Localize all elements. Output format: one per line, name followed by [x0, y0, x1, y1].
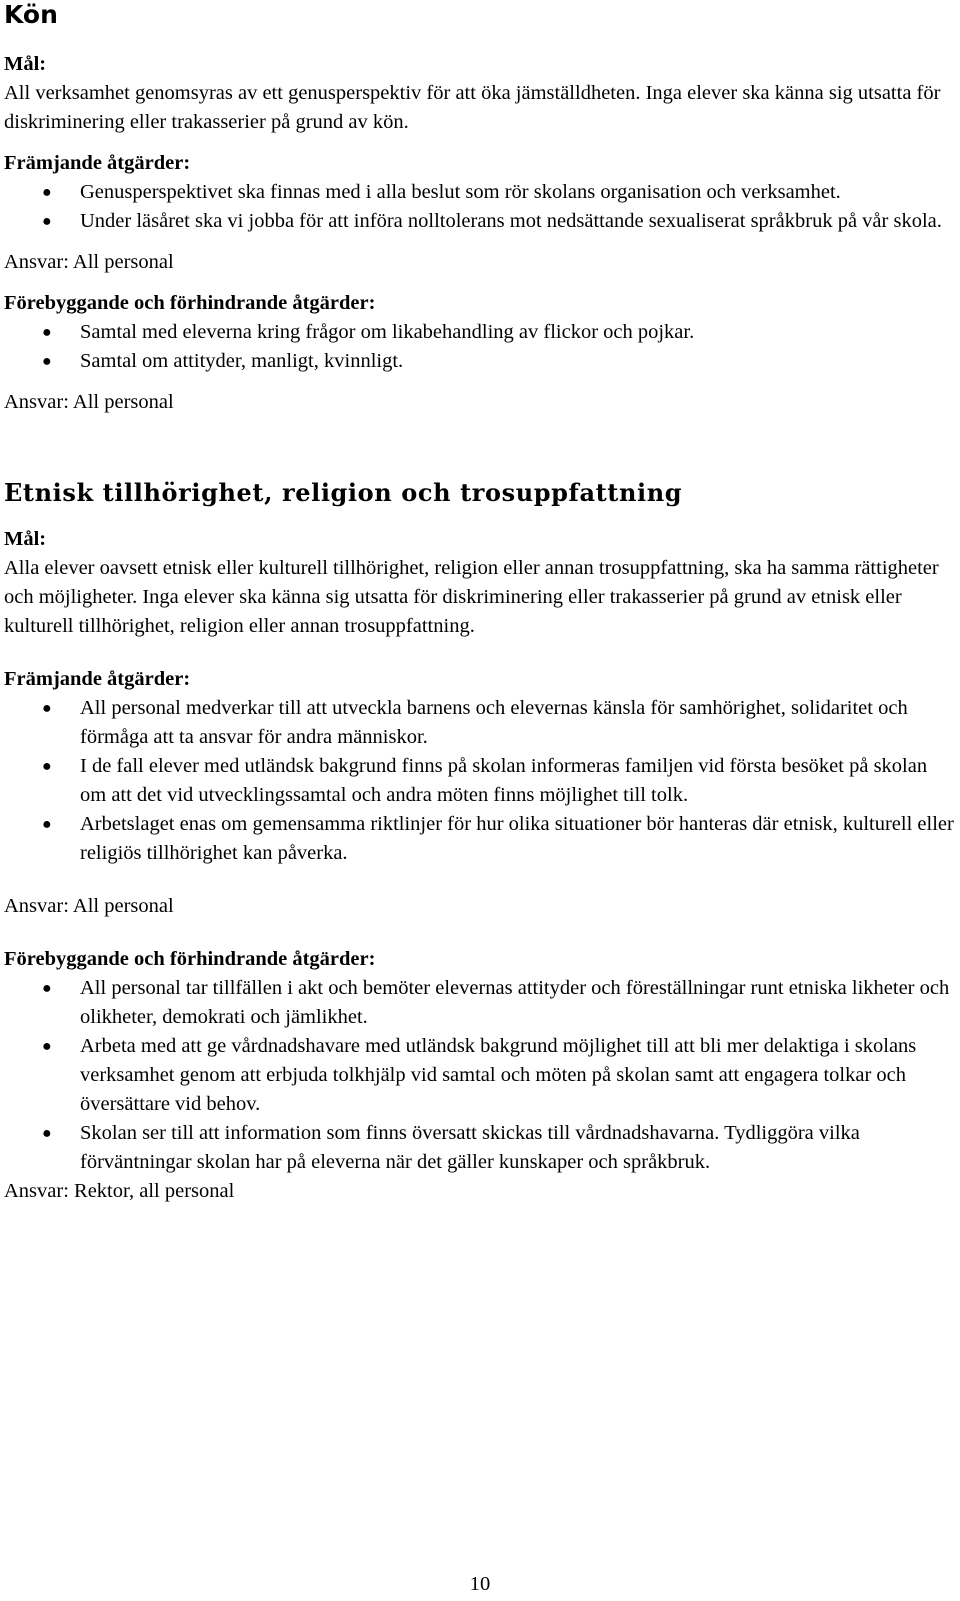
bullet-icon: ●	[42, 324, 52, 341]
responsible-text: Ansvar: All personal	[4, 251, 174, 273]
list-item-text: Samtal med eleverna kring frågor om likabehandling av flickor och pojkar.	[80, 321, 695, 343]
section-etnisk	[4, 477, 954, 1206]
goal-text: All verksamhet genomsyras av ett genusperspektiv för att öka jämställdheten. Inga elever ska känna sig utsatta för diskriminering eller trakasserier på grund av kön.	[4, 82, 941, 133]
list-item	[4, 347, 954, 376]
responsible-text: Ansvar: Rektor, all personal	[4, 1180, 235, 1202]
bullet-icon: ●	[42, 816, 52, 833]
bullet-icon: ●	[42, 353, 52, 370]
list-item-text: All personal tar tillfällen i akt och bemöter elevernas attityder och föreställningar runt etniska likheter och olikheter, demokrati och jämlikhet.	[80, 977, 950, 1028]
goal-label: Mål:	[4, 53, 47, 75]
bullet-icon: ●	[42, 1125, 52, 1142]
section-title: Etnisk tillhörighet, religion och trosuppfattning	[4, 478, 683, 507]
list-item	[4, 178, 954, 207]
list-item-text: Genusperspektivet ska finnas med i alla beslut som rör skolans organisation och verksamhet.	[80, 181, 841, 203]
preventive-label: Förebyggande och förhindrande åtgärder:	[4, 948, 376, 970]
list-item	[4, 1119, 954, 1177]
promoting-label: Främjande åtgärder:	[4, 668, 191, 690]
bullet-icon: ●	[42, 213, 52, 230]
list-item	[4, 207, 954, 236]
promoting-list	[4, 178, 954, 236]
list-item-text: Arbeta med att ge vårdnadshavare med utländsk bakgrund möjlighet till att bli mer delaktiga i skolans verksamhet genom att erbjuda tolkhjälp vid samtal och möten på skolan samt att engagera tolkar och översättare vid behov.	[80, 1035, 917, 1115]
list-item-text: Arbetslaget enas om gemensamma riktlinjer för hur olika situationer bör hanteras där etnisk, kulturell eller religiös tillhörighet kan påverka.	[80, 813, 954, 864]
list-item	[4, 318, 954, 347]
bullet-icon: ●	[42, 700, 52, 717]
section-kon	[4, 0, 954, 417]
bullet-icon: ●	[42, 758, 52, 775]
list-item-text: I de fall elever med utländsk bakgrund finns på skolan informeras familjen vid första besöket på skolan om att det vid utvecklingssamtal och andra möten finns möjlighet till tolk.	[80, 755, 928, 806]
promoting-list	[4, 694, 954, 868]
goal-text: Alla elever oavsett etnisk eller kulturell tillhörighet, religion eller annan trosuppfattning, ska ha samma rättigheter och möjligheter. Inga elever ska känna sig utsatta för diskriminering eller trakasserier på grund av etnisk eller kulturell tillhörighet, religion eller annan trosuppfattning.	[4, 557, 939, 637]
document-page	[4, 0, 954, 1206]
list-item	[4, 1032, 954, 1119]
list-item	[4, 694, 954, 752]
preventive-label: Förebyggande och förhindrande åtgärder:	[4, 292, 376, 314]
section-title: Kön	[4, 0, 58, 29]
responsible-text: Ansvar: All personal	[4, 895, 174, 917]
list-item	[4, 752, 954, 810]
promoting-label: Främjande åtgärder:	[4, 152, 191, 174]
preventive-list	[4, 318, 954, 376]
list-item	[4, 810, 954, 868]
goal-label: Mål:	[4, 528, 47, 550]
page-number: 10	[469, 1573, 491, 1595]
list-item-text: Skolan ser till att information som finns översatt skickas till vårdnadshavarna. Tydliggöra vilka förväntningar skolan har på eleverna när det gäller kunskaper och språkbruk.	[80, 1122, 860, 1173]
bullet-icon: ●	[42, 1038, 52, 1055]
bullet-icon: ●	[42, 184, 52, 201]
bullet-icon: ●	[42, 980, 52, 997]
list-item-text: Under läsåret ska vi jobba för att införa nolltolerans mot nedsättande sexualiserat språkbruk på vår skola.	[80, 210, 942, 232]
list-item-text: Samtal om attityder, manligt, kvinnligt.	[80, 350, 404, 372]
list-item	[4, 974, 954, 1032]
responsible-text: Ansvar: All personal	[4, 391, 174, 413]
preventive-list	[4, 974, 954, 1177]
list-item-text: All personal medverkar till att utveckla barnens och elevernas känsla för samhörighet, solidaritet och förmåga att ta ansvar för andra människor.	[80, 697, 908, 748]
